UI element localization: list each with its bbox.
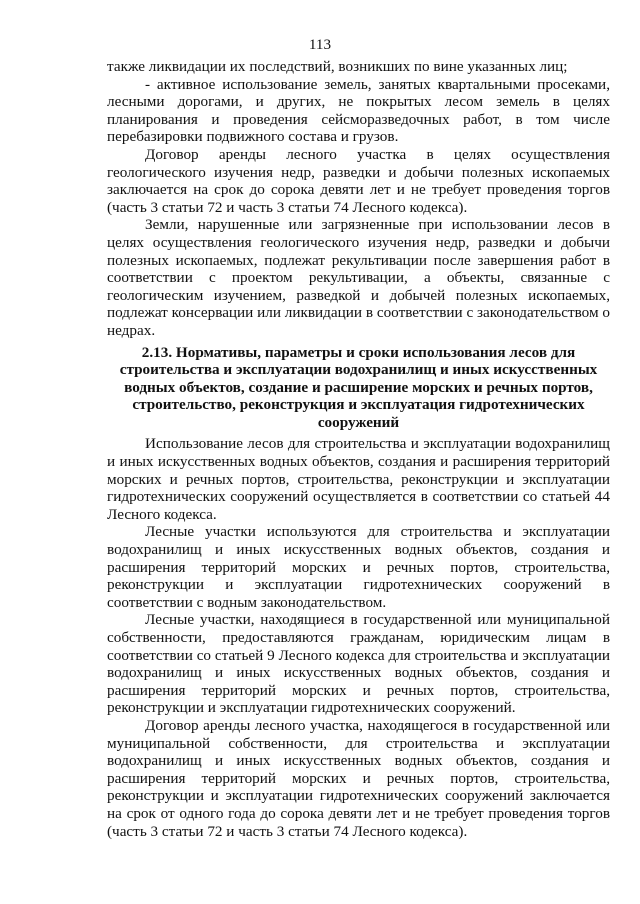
paragraph: - активное использование земель, занятых квартальными просеками, лесными дорогами, и других, не покрытых лесом земель в целях планирования и проведения сейсморазведочных работ, в том числе перебазировки подвижного состава и грузов. (107, 75, 610, 146)
paragraph: Договор аренды лесного участка, находящегося в государственной или муниципальной собственности, для строительства и эксплуатации водохранилищ и иных искусственных водных объектов, создания и расширения территорий морских и речных портов, строительства, реконструкции и эксплуатации гидротехнических сооружений заключается на срок от одного года до сорока девяти лет и не требует проведения торгов (часть 3 статьи 72 и часть 3 статьи 74 Лесного кодекса). (107, 716, 610, 840)
paragraph: Лесные участки, находящиеся в государственной или муниципальной собственности, предоставляются гражданам, юридическим лицам в соответствии со статьей 9 Лесного кодекса для строительства и эксплуатации водохранилищ и иных искусственных водных объектов, создания и расширения территорий морских и речных портов, строительства, реконструкции и эксплуатации гидротехнических сооружений. (107, 611, 610, 717)
paragraph: Земли, нарушенные или загрязненные при использовании лесов в целях осуществления геологического изучения недр, разведки и добычи полезных ископаемых, подлежат рекультивации после завершения работ в соответствии с проектом рекультивации, а объекты, связанные с геологическим изучением, разведкой и добычей полезных ископаемых, подлежат консервации или ликвидации в соответствии с законодательством о недрах. (107, 216, 610, 339)
paragraph: Договор аренды лесного участка в целях осуществления геологического изучения недр, разведки и добычи полезных ископаемых заключается на срок до сорока девяти лет и не требует проведения торгов (часть 3 статьи 72 и часть 3 статьи 74 Лесного кодекса). (107, 145, 610, 216)
paragraph: Лесные участки используются для строительства и эксплуатации водохранилищ и иных искусственных водных объектов, создания и расширения территорий морских и речных портов, строительства, реконструкции и эксплуатации гидротехнических сооружений в соответствии с водным законодательством. (107, 523, 610, 611)
paragraph: также ликвидации их последствий, возникших по вине указанных лиц; (107, 58, 568, 75)
section-heading: 2.13. Нормативы, параметры и сроки использования лесов для строительства и эксплуатации водохранилищ и иных искусственных водных объектов, создание и расширение морских и речных портов, строительство, реконструкция и эксплуатация гидротехнических сооружений (119, 343, 598, 431)
page-content (107, 58, 610, 840)
page-number: 113 (308, 36, 332, 53)
paragraph: Использование лесов для строительства и эксплуатации водохранилищ и иных искусственных водных объектов, создания и расширения территорий морских и речных портов, строительства, реконструкции и эксплуатации гидротехнических сооружений осуществляется в соответствии со статьей 44 Лесного кодекса. (107, 435, 610, 523)
